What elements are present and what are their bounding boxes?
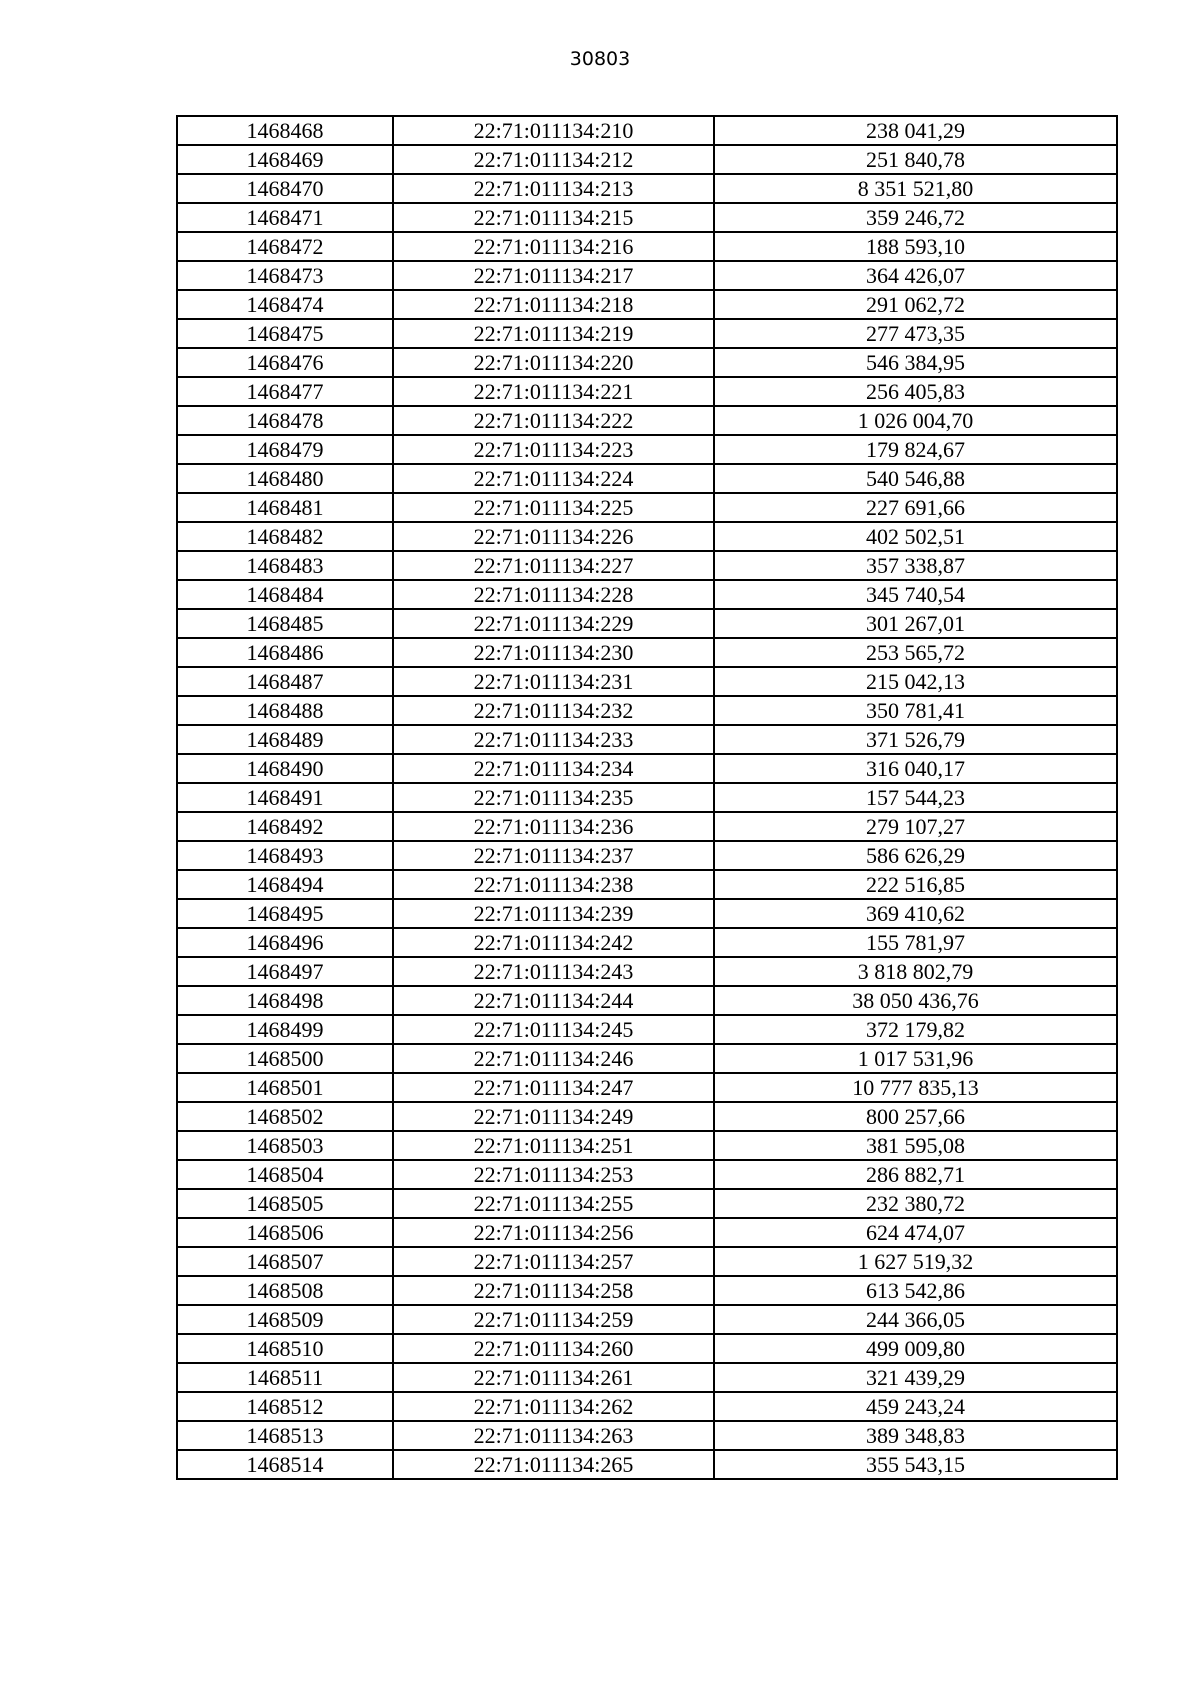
table-row xyxy=(177,899,1117,928)
record-number-cell: 1468474 xyxy=(177,290,393,319)
table-row xyxy=(177,1334,1117,1363)
cadastral-number-cell: 22:71:011134:229 xyxy=(393,609,714,638)
cadastral-number-cell: 22:71:011134:222 xyxy=(393,406,714,435)
table-row xyxy=(177,1392,1117,1421)
record-number-cell: 1468480 xyxy=(177,464,393,493)
record-number-cell: 1468481 xyxy=(177,493,393,522)
table-row xyxy=(177,551,1117,580)
cadastral-number-cell: 22:71:011134:245 xyxy=(393,1015,714,1044)
table-row xyxy=(177,667,1117,696)
table-row xyxy=(177,638,1117,667)
table-row xyxy=(177,1247,1117,1276)
record-number-cell: 1468503 xyxy=(177,1131,393,1160)
value-cell: 3 818 802,79 xyxy=(714,957,1117,986)
table-row xyxy=(177,870,1117,899)
value-cell: 316 040,17 xyxy=(714,754,1117,783)
value-cell: 1 627 519,32 xyxy=(714,1247,1117,1276)
cadastral-number-cell: 22:71:011134:249 xyxy=(393,1102,714,1131)
value-cell: 244 366,05 xyxy=(714,1305,1117,1334)
value-cell: 38 050 436,76 xyxy=(714,986,1117,1015)
value-cell: 624 474,07 xyxy=(714,1218,1117,1247)
record-number-cell: 1468498 xyxy=(177,986,393,1015)
value-cell: 222 516,85 xyxy=(714,870,1117,899)
table-row xyxy=(177,928,1117,957)
value-cell: 546 384,95 xyxy=(714,348,1117,377)
value-cell: 157 544,23 xyxy=(714,783,1117,812)
cadastral-number-cell: 22:71:011134:230 xyxy=(393,638,714,667)
cadastral-number-cell: 22:71:011134:217 xyxy=(393,261,714,290)
table-row xyxy=(177,754,1117,783)
value-cell: 188 593,10 xyxy=(714,232,1117,261)
record-number-cell: 1468491 xyxy=(177,783,393,812)
cadastral-number-cell: 22:71:011134:234 xyxy=(393,754,714,783)
cadastral-number-cell: 22:71:011134:243 xyxy=(393,957,714,986)
record-number-cell: 1468500 xyxy=(177,1044,393,1073)
cadastral-number-cell: 22:71:011134:257 xyxy=(393,1247,714,1276)
record-number-cell: 1468468 xyxy=(177,116,393,145)
table-row xyxy=(177,348,1117,377)
table-row xyxy=(177,435,1117,464)
record-number-cell: 1468509 xyxy=(177,1305,393,1334)
cadastral-number-cell: 22:71:011134:239 xyxy=(393,899,714,928)
table-row xyxy=(177,580,1117,609)
table-row xyxy=(177,1450,1117,1479)
record-number-cell: 1468470 xyxy=(177,174,393,203)
cadastral-number-cell: 22:71:011134:233 xyxy=(393,725,714,754)
record-number-cell: 1468493 xyxy=(177,841,393,870)
table-row xyxy=(177,696,1117,725)
record-number-cell: 1468497 xyxy=(177,957,393,986)
cadastral-number-cell: 22:71:011134:260 xyxy=(393,1334,714,1363)
value-cell: 372 179,82 xyxy=(714,1015,1117,1044)
record-number-cell: 1468487 xyxy=(177,667,393,696)
data-table xyxy=(176,115,1118,1480)
cadastral-number-cell: 22:71:011134:235 xyxy=(393,783,714,812)
value-cell: 355 543,15 xyxy=(714,1450,1117,1479)
record-number-cell: 1468477 xyxy=(177,377,393,406)
cadastral-number-cell: 22:71:011134:228 xyxy=(393,580,714,609)
value-cell: 613 542,86 xyxy=(714,1276,1117,1305)
value-cell: 291 062,72 xyxy=(714,290,1117,319)
table-row xyxy=(177,1102,1117,1131)
table-row xyxy=(177,377,1117,406)
cadastral-number-cell: 22:71:011134:221 xyxy=(393,377,714,406)
table-row xyxy=(177,1276,1117,1305)
value-cell: 321 439,29 xyxy=(714,1363,1117,1392)
value-cell: 215 042,13 xyxy=(714,667,1117,696)
value-cell: 155 781,97 xyxy=(714,928,1117,957)
cadastral-number-cell: 22:71:011134:210 xyxy=(393,116,714,145)
value-cell: 357 338,87 xyxy=(714,551,1117,580)
record-number-cell: 1468484 xyxy=(177,580,393,609)
cadastral-number-cell: 22:71:011134:232 xyxy=(393,696,714,725)
record-number-cell: 1468471 xyxy=(177,203,393,232)
record-number-cell: 1468488 xyxy=(177,696,393,725)
cadastral-number-cell: 22:71:011134:246 xyxy=(393,1044,714,1073)
value-cell: 8 351 521,80 xyxy=(714,174,1117,203)
table-row xyxy=(177,203,1117,232)
table-row xyxy=(177,1189,1117,1218)
table-row xyxy=(177,464,1117,493)
record-number-cell: 1468496 xyxy=(177,928,393,957)
table-row xyxy=(177,290,1117,319)
cadastral-number-cell: 22:71:011134:244 xyxy=(393,986,714,1015)
value-cell: 301 267,01 xyxy=(714,609,1117,638)
table-row xyxy=(177,725,1117,754)
table-row xyxy=(177,783,1117,812)
table-row xyxy=(177,957,1117,986)
cadastral-number-cell: 22:71:011134:251 xyxy=(393,1131,714,1160)
value-cell: 800 257,66 xyxy=(714,1102,1117,1131)
record-number-cell: 1468492 xyxy=(177,812,393,841)
cadastral-number-cell: 22:71:011134:238 xyxy=(393,870,714,899)
cadastral-number-cell: 22:71:011134:219 xyxy=(393,319,714,348)
table-row xyxy=(177,261,1117,290)
record-number-cell: 1468502 xyxy=(177,1102,393,1131)
value-cell: 256 405,83 xyxy=(714,377,1117,406)
cadastral-number-cell: 22:71:011134:215 xyxy=(393,203,714,232)
cadastral-number-cell: 22:71:011134:220 xyxy=(393,348,714,377)
cadastral-number-cell: 22:71:011134:212 xyxy=(393,145,714,174)
record-number-cell: 1468489 xyxy=(177,725,393,754)
record-number-cell: 1468473 xyxy=(177,261,393,290)
value-cell: 364 426,07 xyxy=(714,261,1117,290)
table-row xyxy=(177,812,1117,841)
value-cell: 499 009,80 xyxy=(714,1334,1117,1363)
value-cell: 10 777 835,13 xyxy=(714,1073,1117,1102)
cadastral-number-cell: 22:71:011134:225 xyxy=(393,493,714,522)
table-row xyxy=(177,1218,1117,1247)
record-number-cell: 1468505 xyxy=(177,1189,393,1218)
value-cell: 586 626,29 xyxy=(714,841,1117,870)
table-row xyxy=(177,116,1117,145)
table-row xyxy=(177,406,1117,435)
table-row xyxy=(177,1160,1117,1189)
table-row xyxy=(177,319,1117,348)
value-cell: 359 246,72 xyxy=(714,203,1117,232)
value-cell: 389 348,83 xyxy=(714,1421,1117,1450)
table-row xyxy=(177,1073,1117,1102)
value-cell: 277 473,35 xyxy=(714,319,1117,348)
cadastral-number-cell: 22:71:011134:247 xyxy=(393,1073,714,1102)
cadastral-number-cell: 22:71:011134:231 xyxy=(393,667,714,696)
record-number-cell: 1468469 xyxy=(177,145,393,174)
cadastral-number-cell: 22:71:011134:255 xyxy=(393,1189,714,1218)
table-row xyxy=(177,1421,1117,1450)
table-row xyxy=(177,522,1117,551)
value-cell: 371 526,79 xyxy=(714,725,1117,754)
table-row xyxy=(177,145,1117,174)
table-row xyxy=(177,609,1117,638)
value-cell: 286 882,71 xyxy=(714,1160,1117,1189)
cadastral-number-cell: 22:71:011134:259 xyxy=(393,1305,714,1334)
table-row xyxy=(177,1044,1117,1073)
record-number-cell: 1468508 xyxy=(177,1276,393,1305)
record-number-cell: 1468482 xyxy=(177,522,393,551)
record-number-cell: 1468506 xyxy=(177,1218,393,1247)
value-cell: 459 243,24 xyxy=(714,1392,1117,1421)
value-cell: 232 380,72 xyxy=(714,1189,1117,1218)
record-number-cell: 1468485 xyxy=(177,609,393,638)
table-row xyxy=(177,841,1117,870)
cadastral-number-cell: 22:71:011134:216 xyxy=(393,232,714,261)
record-number-cell: 1468478 xyxy=(177,406,393,435)
record-number-cell: 1468483 xyxy=(177,551,393,580)
cadastral-number-cell: 22:71:011134:237 xyxy=(393,841,714,870)
table-row xyxy=(177,232,1117,261)
value-cell: 227 691,66 xyxy=(714,493,1117,522)
cadastral-number-cell: 22:71:011134:213 xyxy=(393,174,714,203)
record-number-cell: 1468501 xyxy=(177,1073,393,1102)
cadastral-number-cell: 22:71:011134:226 xyxy=(393,522,714,551)
cadastral-number-cell: 22:71:011134:262 xyxy=(393,1392,714,1421)
table-row xyxy=(177,493,1117,522)
record-number-cell: 1468499 xyxy=(177,1015,393,1044)
record-number-cell: 1468514 xyxy=(177,1450,393,1479)
page-number: 30803 xyxy=(569,48,631,70)
cadastral-number-cell: 22:71:011134:263 xyxy=(393,1421,714,1450)
cadastral-number-cell: 22:71:011134:253 xyxy=(393,1160,714,1189)
cadastral-number-cell: 22:71:011134:227 xyxy=(393,551,714,580)
value-cell: 369 410,62 xyxy=(714,899,1117,928)
record-number-cell: 1468510 xyxy=(177,1334,393,1363)
table-row xyxy=(177,1363,1117,1392)
cadastral-number-cell: 22:71:011134:218 xyxy=(393,290,714,319)
record-number-cell: 1468513 xyxy=(177,1421,393,1450)
value-cell: 540 546,88 xyxy=(714,464,1117,493)
table-row xyxy=(177,986,1117,1015)
record-number-cell: 1468495 xyxy=(177,899,393,928)
value-cell: 253 565,72 xyxy=(714,638,1117,667)
record-number-cell: 1468479 xyxy=(177,435,393,464)
table-row xyxy=(177,174,1117,203)
record-number-cell: 1468490 xyxy=(177,754,393,783)
value-cell: 251 840,78 xyxy=(714,145,1117,174)
record-number-cell: 1468486 xyxy=(177,638,393,667)
cadastral-number-cell: 22:71:011134:223 xyxy=(393,435,714,464)
table-row xyxy=(177,1015,1117,1044)
table-row xyxy=(177,1131,1117,1160)
record-number-cell: 1468511 xyxy=(177,1363,393,1392)
record-number-cell: 1468475 xyxy=(177,319,393,348)
value-cell: 238 041,29 xyxy=(714,116,1117,145)
record-number-cell: 1468494 xyxy=(177,870,393,899)
value-cell: 381 595,08 xyxy=(714,1131,1117,1160)
cadastral-number-cell: 22:71:011134:265 xyxy=(393,1450,714,1479)
cadastral-number-cell: 22:71:011134:261 xyxy=(393,1363,714,1392)
cadastral-number-cell: 22:71:011134:224 xyxy=(393,464,714,493)
value-cell: 350 781,41 xyxy=(714,696,1117,725)
value-cell: 402 502,51 xyxy=(714,522,1117,551)
record-number-cell: 1468507 xyxy=(177,1247,393,1276)
value-cell: 1 026 004,70 xyxy=(714,406,1117,435)
cadastral-number-cell: 22:71:011134:242 xyxy=(393,928,714,957)
value-cell: 1 017 531,96 xyxy=(714,1044,1117,1073)
table-body xyxy=(177,116,1117,1479)
cadastral-number-cell: 22:71:011134:236 xyxy=(393,812,714,841)
value-cell: 345 740,54 xyxy=(714,580,1117,609)
table-row xyxy=(177,1305,1117,1334)
record-number-cell: 1468504 xyxy=(177,1160,393,1189)
record-number-cell: 1468472 xyxy=(177,232,393,261)
value-cell: 179 824,67 xyxy=(714,435,1117,464)
cadastral-number-cell: 22:71:011134:258 xyxy=(393,1276,714,1305)
record-number-cell: 1468476 xyxy=(177,348,393,377)
record-number-cell: 1468512 xyxy=(177,1392,393,1421)
value-cell: 279 107,27 xyxy=(714,812,1117,841)
cadastral-number-cell: 22:71:011134:256 xyxy=(393,1218,714,1247)
